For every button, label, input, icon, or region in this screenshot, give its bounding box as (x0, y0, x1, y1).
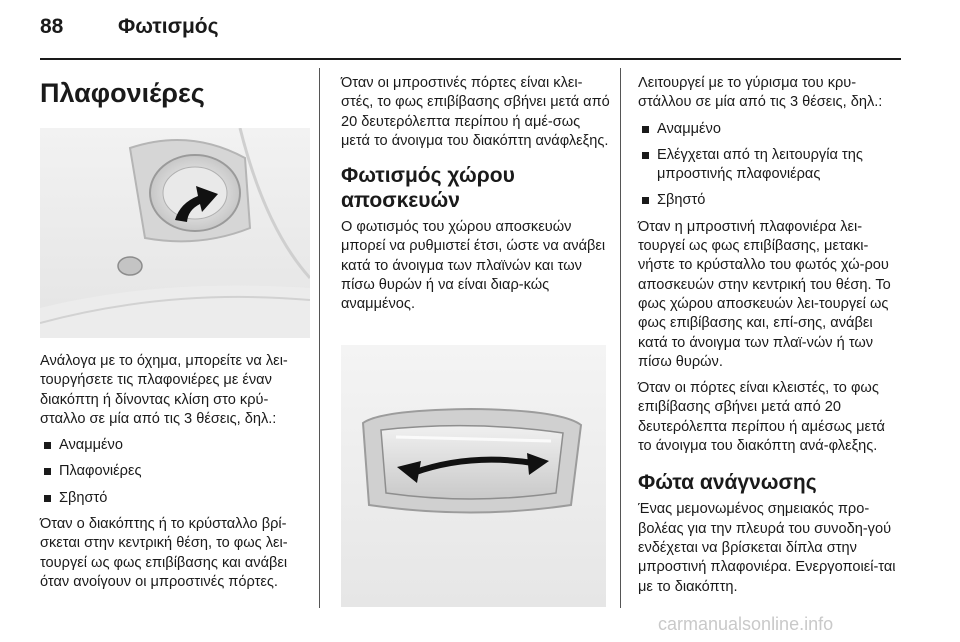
entry-light-paragraph: Όταν οι μπροστινές πόρτες είναι κλει-στές, το φως επιβίβασης σβήνει μετά από 20 δευτερόλεπτα περίπου ή αμέ-σως μετά το άνοιγμα του διακόπτη ανάφλεξης. (341, 75, 610, 149)
column-3 (638, 74, 902, 604)
column-1 (40, 77, 310, 109)
reading-lights-heading: Φώτα ανάγνωσης (638, 471, 817, 495)
cargo-light-paragraph: Ο φωτισμός του χώρου αποσκευών μπορεί να ρυθμιστεί έτσι, ώστε να ανάβει κατά το άνοιγμα των πλαϊνών και των πίσω θυρών ή να είναι διαρ-κώς αναμμένος. (341, 219, 606, 313)
list-item: Σβηστό (638, 191, 902, 210)
list-item: Αναμμένο (638, 120, 902, 139)
reading-lights-paragraph: Ένας μεμονωμένος σημειακός προ-βολέας για την πλευρά του συνοδη-γού ενδέχεται να βρίσκεται δίπλα στην μπροστινή πλαφονιέρα. Ενεργοποιεί-ται με το διακόπτη. (638, 501, 896, 595)
entry-light-center-paragraph: Όταν η μπροστινή πλαφονιέρα λει-τουργεί ως φως επιβίβασης, μετακι-νήστε το κρύσταλλο του φωτός χώ-ρου αποσκευών στην κεντρική του θέση. Το φως χώρου αποσκευών λει-τουργεί ως φως επιβίβασης και, επί-σης, ανάβει κατά το άνοιγμα των πλαϊ-νών ή των πίσω θυρών. (638, 218, 891, 370)
header-rule (40, 58, 901, 60)
column-divider-1 (319, 68, 320, 608)
list-item: Σβηστό (40, 489, 312, 508)
section-title: Φωτισμός (118, 15, 219, 38)
center-position-paragraph: Όταν ο διακόπτης ή το κρύσταλλο βρί-σκεται στην κεντρική θέση, το φως λει-τουργεί ως φως επιβίβασης και ανάβει όταν ανοίγουν οι μπροστινές πόρτες. (40, 516, 288, 590)
page-number: 88 (40, 15, 64, 38)
cargo-light-heading: Φωτισμός χώρου αποσκευών (341, 164, 515, 213)
list-item: Ελέγχεται από τη λειτουργία της μπροστινής πλαφονιέρας (638, 146, 902, 185)
doors-closed-paragraph: Όταν οι πόρτες είναι κλειστές, το φως επιβίβασης σβήνει μετά από 20 δευτερόλεπτα περίπου ή αμέσως μετά το άνοιγμα του διακόπτη ανά-φλεξης. (638, 380, 885, 455)
intro-paragraph: Ανάλογα με το όχημα, μπορείτε να λει-τουργήσετε τις πλαφονιέρες με έναν διακόπτη ή δίνοντας κλίση στο κρύ-σταλλο σε μία από τις 3 θέσεις, δηλ.: (40, 353, 288, 427)
lens-positions-paragraph: Λειτουργεί με το γύρισμα του κρυ-στάλλου σε μία από τις 3 θέσεις, δηλ.: (638, 75, 883, 111)
list-item: Πλαφονιέρες (40, 462, 312, 481)
cargo-light-illustration (341, 345, 606, 607)
dome-light-illustration (40, 128, 310, 338)
switch-positions-list (40, 436, 312, 508)
column-1-text (40, 352, 312, 599)
page-title: Πλαφονιέρες (40, 78, 205, 108)
lens-positions-list (638, 120, 902, 211)
watermark: carmanualsonline.info (658, 614, 834, 634)
column-divider-2 (620, 68, 621, 608)
column-2 (341, 74, 611, 322)
list-item: Αναμμένο (40, 436, 312, 455)
